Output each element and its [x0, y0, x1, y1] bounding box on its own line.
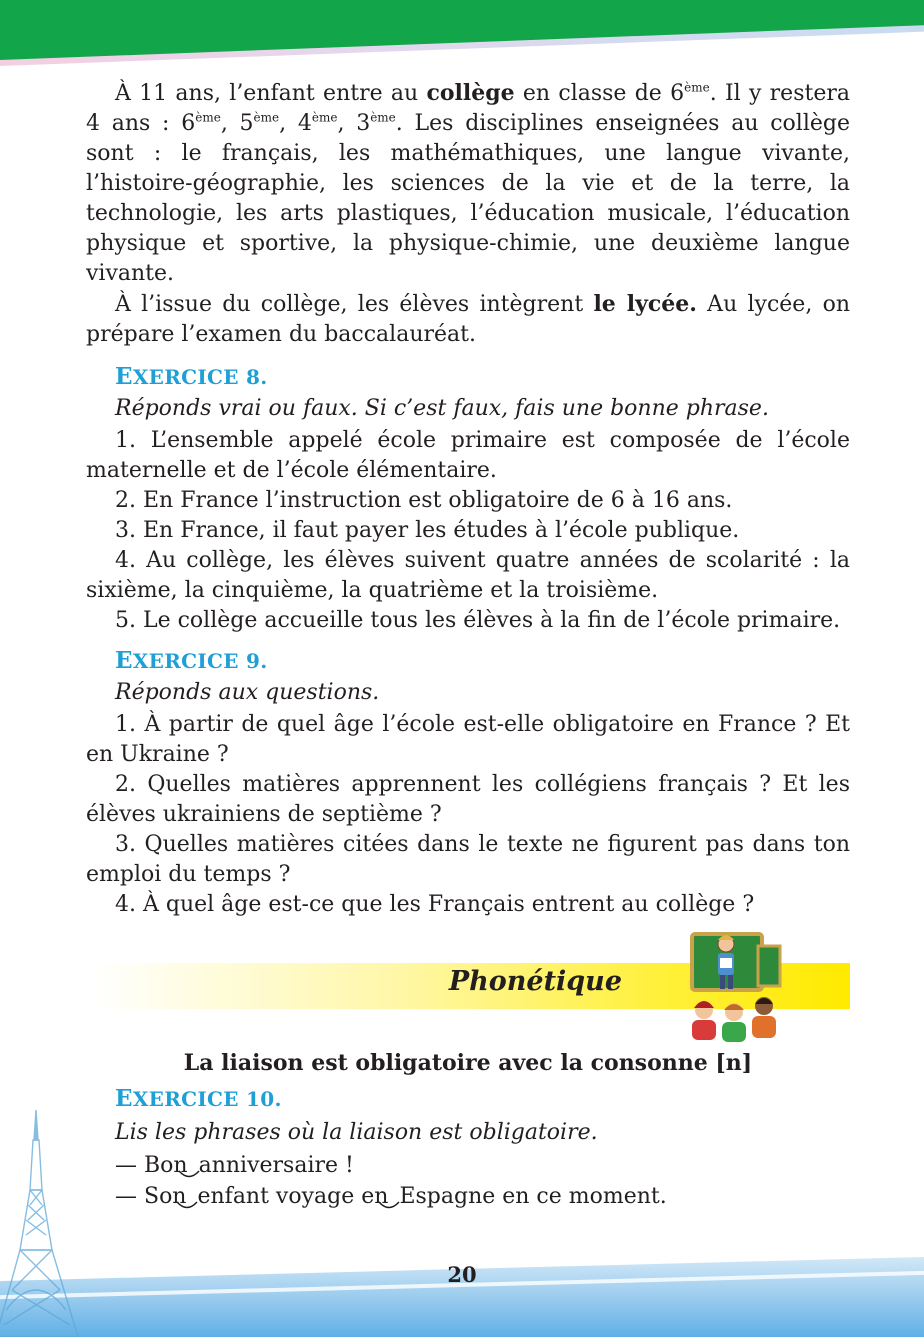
title-initial: E	[115, 647, 133, 674]
keyword-lycee: le lycée.	[593, 291, 697, 317]
classroom-illustration-icon	[684, 928, 788, 1046]
exercise-9-instruction: Réponds aux questions.	[115, 680, 380, 705]
exercise-8-title	[86, 362, 850, 392]
title-rest: XERCICE 9.	[132, 649, 268, 673]
superscript: ème	[253, 110, 280, 125]
text-run: enfant voyage en	[197, 1184, 389, 1209]
title-initial: E	[115, 363, 133, 390]
text-run: , 3	[337, 111, 371, 136]
exercise-9-title	[86, 646, 850, 676]
exercise-8-item: 2. En France l’instruction est obligatoire de 6 à 16 ans.	[115, 488, 733, 513]
exercise-8-item: 3. En France, il faut payer les études à l’école publique.	[115, 518, 740, 543]
exercise-8-item: 1. L’ensemble appelé école primaire est composée de l’école maternelle et de l’école élémentaire.	[86, 428, 850, 483]
keyword-college: collège	[426, 80, 515, 106]
exercise-9-item: 2. Quelles matières apprennent les collégiens français ? Et les élèves ukrainiens de septième ?	[86, 772, 850, 827]
exercise-10-sentence-2	[86, 1181, 850, 1212]
eiffel-tower-icon	[0, 1110, 80, 1337]
header-green-band	[0, 0, 924, 60]
phonetics-section-title: Phonétique	[448, 966, 622, 997]
text-run: — Bon	[115, 1153, 188, 1178]
text-run: . Il y restera 4 ans : 6	[86, 81, 850, 136]
exercise-9-item: 4. À quel âge est-ce que les Français entrent au collège ?	[115, 892, 755, 917]
title-rest: XERCICE 8.	[132, 365, 268, 389]
text-run: À 11 ans, l’enfant entre au	[115, 81, 427, 106]
exercise-8-instruction: Réponds vrai ou faux. Si c’est faux, fais une bonne phrase.	[115, 396, 769, 421]
exercise-9-item: 1. À partir de quel âge l’école est-elle obligatoire en France ? Et en Ukraine ?	[86, 712, 850, 767]
text-run: anniversaire !	[198, 1153, 354, 1178]
superscript: ème	[195, 110, 221, 125]
superscript: ème	[311, 110, 338, 125]
text-run: , 5	[220, 111, 254, 136]
text-run: Espagne en ce moment.	[399, 1184, 667, 1209]
text-run: À l’issue du collège, les élèves intègrent	[115, 292, 594, 317]
text-run: — Son	[115, 1184, 187, 1209]
text-run: en classe de 6	[514, 81, 685, 106]
superscript: ème	[684, 80, 710, 95]
text-run: , 4	[279, 111, 312, 136]
liaison-rule-heading: La liaison est obligatoire avec la consonne [n]	[183, 1050, 753, 1076]
exercise-10-title	[86, 1083, 850, 1115]
exercise-10-sentence-1	[86, 1150, 850, 1181]
exercise-10-instruction: Lis les phrases où la liaison est obligatoire.	[115, 1120, 598, 1145]
intro-paragraph-2	[86, 289, 850, 350]
title-rest: XERCICE 10.	[132, 1087, 282, 1111]
title-initial: E	[115, 1085, 133, 1112]
superscript: ème	[370, 110, 396, 125]
exercise-8-item: 4. Au collège, les élèves suivent quatre années de scolarité : la sixième, la cinquième, la quatrième et la troisième.	[86, 548, 850, 603]
exercise-8-item: 5. Le collège accueille tous les élèves à la fin de l’école primaire.	[115, 608, 841, 633]
exercise-10-block	[86, 1083, 850, 1212]
exercise-9-item: 3. Quelles matières citées dans le texte ne figurent pas dans ton emploi du temps ?	[86, 832, 850, 887]
page-number: 20	[447, 1262, 477, 1287]
main-text	[86, 78, 850, 920]
text-run: . Les disciplines enseignées au collège sont : le français, les mathémathiques, une langue vivante, l’histoire-géographie, les sciences de la vie et de la terre, la technologie, les arts plastiques, l’éducation musicale, l’éducation physique et sportive, la physique-chimie, une deuxième langue vivante.	[86, 111, 850, 286]
intro-paragraph-1	[86, 78, 850, 289]
text-run: Au lycée, on prépare l’examen du baccalauréat.	[86, 292, 851, 347]
